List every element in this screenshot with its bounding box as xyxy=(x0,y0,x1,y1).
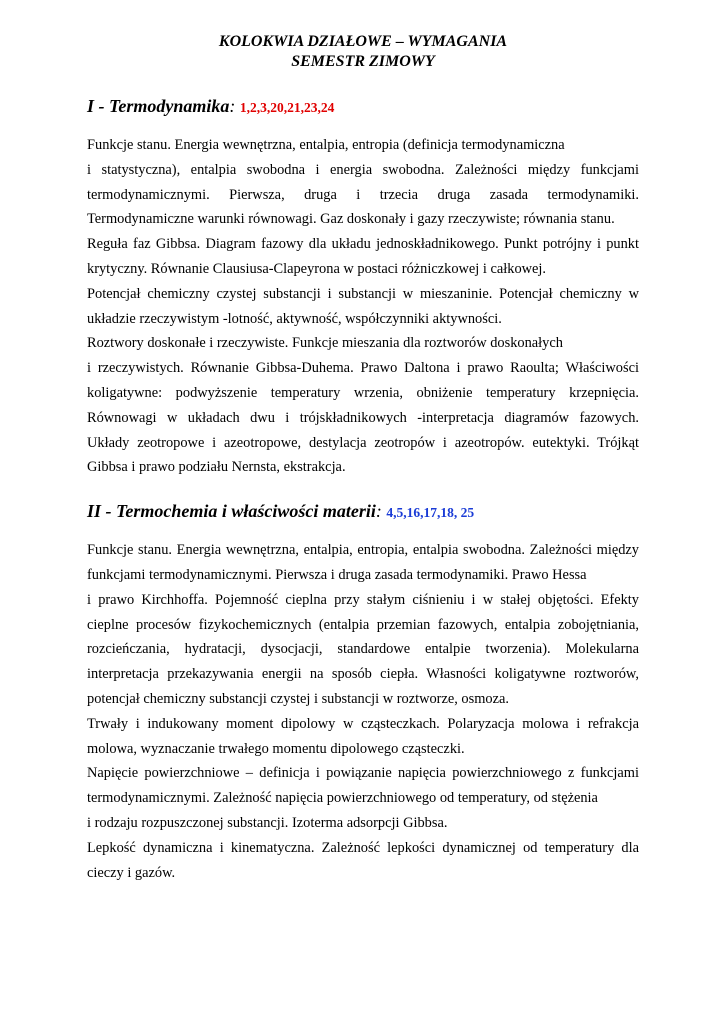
section-2-line: termodynamicznymi. Zależność napięcia powierzchniowego od temperatury, od stężenia xyxy=(87,790,598,807)
section-2-line: Funkcje stanu. Energia wewnętrzna, entalpia, entropia, entalpia swobodna. Zależności między xyxy=(87,542,639,559)
section-2-line: interpretacja przekazywania energii na sposób ciepła. Własności koligatywne roztworów, xyxy=(87,666,639,683)
section-2-line: Napięcie powierzchniowe – definicja i powiązanie napięcia powierzchniowego z funkcjami xyxy=(87,765,639,782)
section-2-line: i prawo Kirchhoffa. Pojemność cieplna przy stałym ciśnieniu i w stałej objętości. Efekty xyxy=(87,591,639,608)
section-2-heading xyxy=(87,500,639,524)
section-2-line: molowa, wyznaczanie trwałego momentu dipolowego cząsteczki. xyxy=(87,740,465,757)
section-1-line: Potencjał chemiczny czystej substancji i substancji w mieszaninie. Potencjał chemiczny w xyxy=(87,285,639,302)
section-1-line: Funkcje stanu. Energia wewnętrzna, entalpia, entropia (definicja termodynamiczna xyxy=(87,137,565,153)
section-1-line: Gibbsa i prawo podziału Nernsta, ekstrakcja. xyxy=(87,459,346,476)
section-2-line: Lepkość dynamiczna i kinematyczna. Zależność lepkości dynamicznej od temperatury dla xyxy=(87,839,639,856)
section-1-line: koligatywne: podwyższenie temperatury wrzenia, obniżenie temperatury krzepnięcia. xyxy=(87,384,639,401)
section-2-body xyxy=(87,538,639,885)
section-1-line: Termodynamiczne warunki równowagi. Gaz doskonały i gazy rzeczywiste; równania stanu. xyxy=(87,211,615,228)
section-1-numbers: 1,2,3,20,21,23,24 xyxy=(239,100,335,115)
section-1-line: Roztwory doskonałe i rzeczywiste. Funkcje mieszania dla roztworów doskonałych xyxy=(87,335,563,352)
section-2-line: potencjał chemiczny substancji czystej i substancji w roztworze, osmoza. xyxy=(87,690,509,707)
section-2-line: cieczy i gazów. xyxy=(87,864,176,881)
section-2-numbers: 4,5,16,17,18, 25 xyxy=(386,505,475,521)
section-1-body xyxy=(87,133,639,480)
document-page xyxy=(87,32,639,885)
document-title-line-1: KOLOKWIA DZIAŁOWE – WYMAGANIA xyxy=(218,33,508,50)
section-2-line: Trwały i indukowany moment dipolowy w cząsteczkach. Polaryzacja molowa i refrakcja xyxy=(87,715,639,732)
section-1-line: Reguła faz Gibbsa. Diagram fazowy dla układu jednoskładnikowego. Punkt potrójny i punkt xyxy=(87,236,639,253)
section-2-heading-separator: : xyxy=(375,501,382,522)
section-1-line: krytyczny. Równanie Clausiusa-Clapeyrona w postaci różniczkowej i całkowej. xyxy=(87,260,547,277)
section-1-line: Równowagi w układach dwu i trójskładnikowych -interpretacja diagramów fazowych. xyxy=(87,409,639,426)
section-1-line: i rzeczywistych. Równanie Gibbsa-Duhema. Prawo Daltona i prawo Raoulta; Właściwości xyxy=(87,360,639,377)
section-2-heading-text: II - Termochemia i właściwości materii xyxy=(87,501,376,522)
section-1-heading-separator: : xyxy=(229,96,236,116)
document-title-line-2: SEMESTR ZIMOWY xyxy=(291,53,435,70)
section-1-line: układzie rzeczywistym -lotność, aktywność, współczynniki aktywności. xyxy=(87,310,502,327)
section-1-line: Układy zeotropowe i azeotropowe, destylacja zeotropów i azeotropów. eutektyki. Trójkąt xyxy=(87,434,639,451)
section-1-heading xyxy=(87,95,639,119)
section-2-line: cieplne procesów fizykochemicznych (entalpia przemian fazowych, entalpia zobojętniania, xyxy=(87,616,639,633)
section-2-line: rozcieńczania, hydratacji, dysocjacji, standardowe entalpie tworzenia). Molekularna xyxy=(87,641,639,658)
section-1-heading-text: I - Termodynamika xyxy=(87,96,230,116)
section-2-line: i rodzaju rozpuszczonej substancji. Izoterma adsorpcji Gibbsa. xyxy=(87,814,448,831)
section-2-line: funkcjami termodynamicznymi. Pierwsza i druga zasada termodynamiki. Prawo Hessa xyxy=(87,566,587,583)
section-1-line: i statystyczna), entalpia swobodna i energia swobodna. Zależności między funkcjami xyxy=(87,161,639,178)
section-1-line: termodynamicznymi. Pierwsza, druga i trzecia druga zasada termodynamiki. xyxy=(87,186,639,203)
